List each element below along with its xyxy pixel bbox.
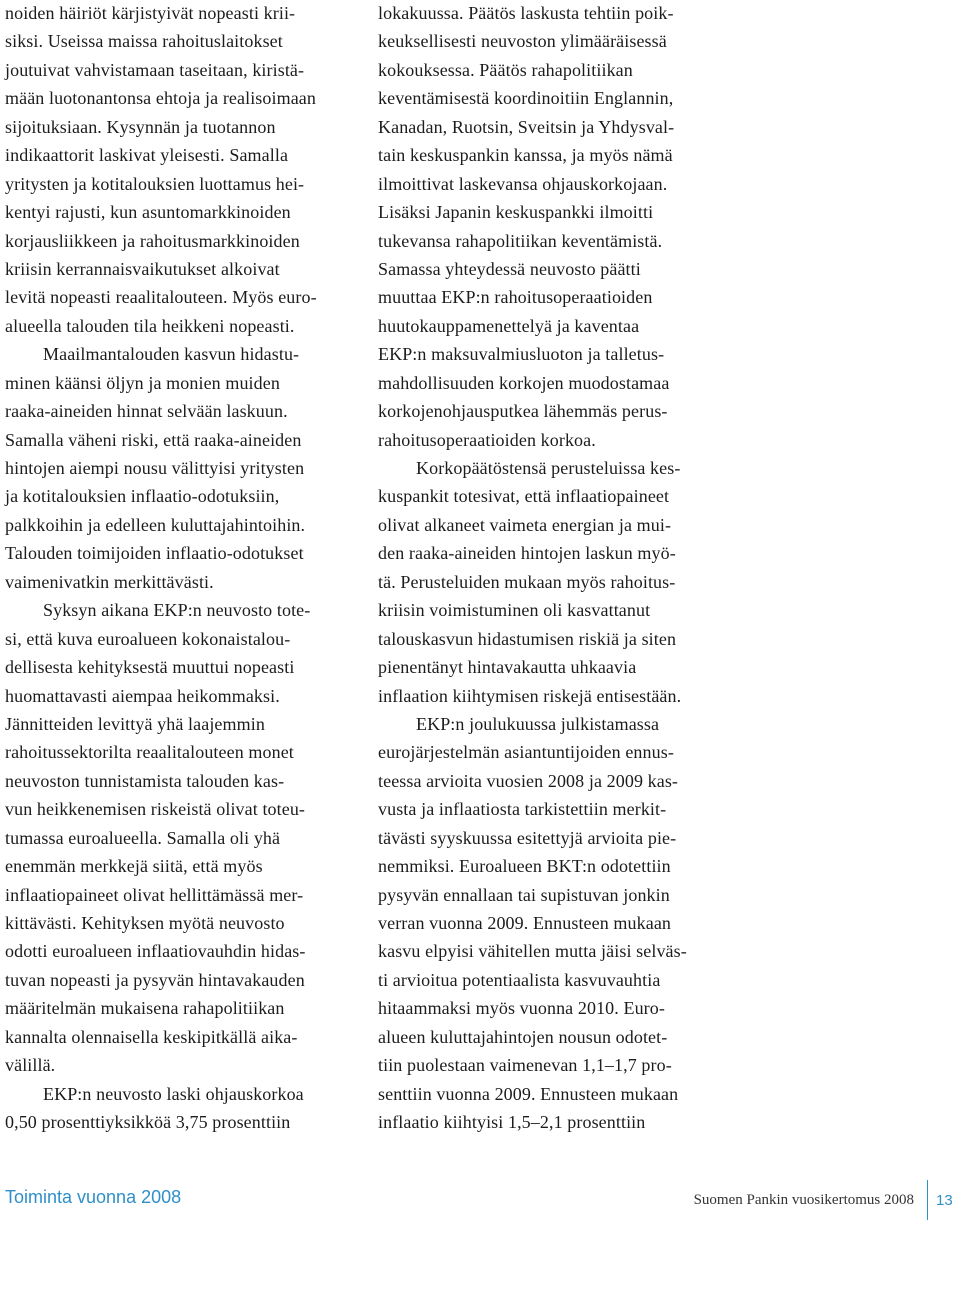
text-line: olivat alkaneet vaimeta energian ja mui-	[378, 514, 672, 535]
text-line: korkojenohjausputkea lähemmäs perus-	[378, 401, 668, 422]
text-line: keventämisestä koordinoitiin Englannin,	[378, 88, 674, 109]
footer-divider	[927, 1180, 928, 1220]
text-line: rahoitusoperaatioiden korkoa.	[378, 429, 596, 450]
text-line: palkkoihin ja edelleen kuluttajahintoihin.	[5, 514, 306, 535]
text-line: tä. Perusteluiden mukaan myös rahoitus-	[378, 571, 676, 592]
text-line: vaimenivatkin merkittävästi.	[5, 571, 214, 592]
text-line: neuvoston tunnistamista talouden kas-	[5, 770, 285, 791]
text-line: Jännitteiden levittyä yhä laajemmin	[5, 713, 265, 734]
text-line: 0,50 prosenttiyksikköä 3,75 prosenttiin	[5, 1112, 291, 1133]
text-line: yritysten ja kotitalouksien luottamus hei-	[5, 173, 305, 194]
text-line: muuttaa EKP:n rahoitusoperaatioiden	[378, 287, 653, 308]
text-line: inflaatiopaineet olivat hellittämässä mer-	[5, 884, 304, 905]
footer-section-title: Toiminta vuonna 2008	[5, 1187, 182, 1207]
text-line: odotti euroalueen inflaatiovauhdin hidas-	[5, 941, 306, 962]
text-line: Lisäksi Japanin keskuspankki ilmoitti	[378, 202, 654, 223]
text-line: levitä nopeasti reaalitalouteen. Myös euro-	[5, 287, 317, 308]
text-line: ja kotitalouksien inflaatio-odotuksiin,	[5, 486, 280, 507]
text-line: vusta ja inflaatiosta tarkistettiin merkit-	[378, 799, 667, 820]
text-line: tukevansa rahapolitiikan keventämistä.	[378, 230, 663, 251]
text-line: alueen kuluttajahintojen nousun odotet-	[378, 1026, 668, 1047]
paragraph-start-line: Syksyn aikana EKP:n neuvosto tote-	[43, 600, 311, 621]
text-line: kittävästi. Kehityksen myötä neuvosto	[5, 913, 285, 933]
text-line: ilmoittivat laskevansa ohjauskorkojaan.	[378, 173, 668, 194]
text-line: pienentänyt hintavakautta uhkaavia	[378, 657, 637, 678]
text-line: huutokauppamenettelyä ja kaventaa	[378, 315, 640, 336]
text-line: mään luotonantonsa ehtoja ja realisoimaan	[5, 88, 316, 109]
paragraph-start-line: Maailmantalouden kasvun hidastu-	[43, 344, 300, 365]
text-line: si, että kuva euroalueen kokonaistalou-	[5, 628, 291, 649]
text-line: kriisin kerrannaisvaikutukset alkoivat	[5, 258, 280, 279]
text-line: indikaattorit laskivat yleisesti. Samalla	[5, 145, 289, 166]
text-line: lokakuussa. Päätös laskusta tehtiin poik-	[378, 3, 674, 23]
text-line: kentyi rajusti, kun asuntomarkkinoiden	[5, 202, 291, 223]
text-line: talouskasvun hidastumisen riskiä ja siten	[378, 628, 677, 649]
text-line: inflaatio kiihtyisi 1,5–2,1 prosenttiin	[378, 1112, 646, 1133]
text-line: senttiin vuonna 2009. Ennusteen mukaan	[378, 1083, 679, 1104]
text-line: hitaammaksi myös vuonna 2010. Euro-	[378, 998, 665, 1019]
right-text-column	[378, 0, 728, 1137]
text-line: määritelmän mukaisena rahapolitiikan	[5, 998, 285, 1019]
text-line: välillä.	[5, 1055, 56, 1076]
text-line: inflaation kiihtymisen riskejä entisestään.	[378, 685, 682, 706]
text-line: verran vuonna 2009. Ennusteen mukaan	[378, 913, 672, 933]
text-line: kannalta olennaisella keskipitkällä aika-	[5, 1026, 298, 1047]
left-text-column	[5, 0, 355, 1137]
text-line: mahdollisuuden korkojen muodostamaa	[378, 372, 670, 393]
text-line: sijoituksiaan. Kysynnän ja tuotannon	[5, 116, 276, 137]
text-line: kokouksessa. Päätös rahapolitiikan	[378, 59, 633, 80]
text-line: tuvan nopeasti ja pysyvän hintavakauden	[5, 969, 305, 990]
text-line: Talouden toimijoiden inflaatio-odotukset	[5, 543, 304, 564]
text-line: keuksellisesti neuvoston ylimääräisessä	[378, 31, 667, 52]
text-line: Samassa yhteydessä neuvosto päätti	[378, 258, 641, 279]
text-line: ti arvioitua potentiaalista kasvuvauhtia	[378, 969, 661, 990]
text-line: alueella talouden tila heikkeni nopeasti.	[5, 315, 295, 336]
text-line: kriisin voimistuminen oli kasvattanut	[378, 600, 651, 621]
text-line: noiden häiriöt kärjistyivät nopeasti krii-	[5, 3, 296, 23]
text-line: tain keskuspankin kanssa, ja myös nämä	[378, 145, 673, 166]
text-line: EKP:n maksuvalmiusluoton ja talletus-	[378, 344, 665, 365]
footer-publication-title: Suomen Pankin vuosikertomus 2008	[693, 1192, 914, 1208]
text-line: kasvu elpyisi vähitellen mutta jäisi selväs-	[378, 941, 687, 962]
paragraph-start-line: EKP:n neuvosto laski ohjauskorkoa	[43, 1083, 304, 1104]
text-line: teessa arvioita vuosien 2008 ja 2009 kas-	[378, 770, 679, 791]
text-line: dellisesta kehityksestä muuttui nopeasti	[5, 657, 295, 678]
text-line: tiin puolestaan vaimenevan 1,1–1,7 pro-	[378, 1055, 672, 1076]
text-line: siksi. Useissa maissa rahoituslaitokset	[5, 31, 283, 52]
text-line: enemmän merkkejä siitä, että myös	[5, 856, 263, 877]
text-line: raaka-aineiden hinnat selvään laskuun.	[5, 401, 288, 422]
text-line: kuspankit totesivat, että inflaatiopaineet	[378, 486, 670, 507]
paragraph-start-line: EKP:n joulukuussa julkistamassa	[416, 713, 660, 734]
paragraph-start-line: Korkopäätöstensä perusteluissa kes-	[416, 458, 681, 478]
text-line: nemmiksi. Euroalueen BKT:n odotettiin	[378, 856, 671, 877]
text-line: Samalla väheni riski, että raaka-aineiden	[5, 429, 302, 450]
text-line: Kanadan, Ruotsin, Sveitsin ja Yhdysval-	[378, 116, 675, 137]
text-line: tumassa euroalueella. Samalla oli yhä	[5, 827, 281, 848]
text-line: minen käänsi öljyn ja monien muiden	[5, 372, 280, 393]
text-line: huomattavasti aiempaa heikommaksi.	[5, 685, 280, 706]
page-number: 13	[936, 1192, 953, 1209]
text-line: vun heikkenemisen riskeistä olivat toteu-	[5, 799, 306, 820]
text-line: tävästi syyskuussa esitettyjä arvioita pie-	[378, 827, 677, 848]
text-line: joutuivat vahvistamaan taseitaan, kiristä-	[5, 59, 305, 80]
text-line: hintojen aiempi nousu välittyisi yritysten	[5, 458, 305, 478]
text-line: eurojärjestelmän asiantuntijoiden ennus-	[378, 742, 674, 763]
text-line: korjausliikkeen ja rahoitusmarkkinoiden	[5, 230, 300, 251]
text-line: den raaka-aineiden hintojen laskun myö-	[378, 543, 676, 564]
text-line: rahoitussektorilta reaalitalouteen monet	[5, 742, 294, 763]
text-line: pysyvän ennallaan tai supistuvan jonkin	[378, 884, 670, 905]
